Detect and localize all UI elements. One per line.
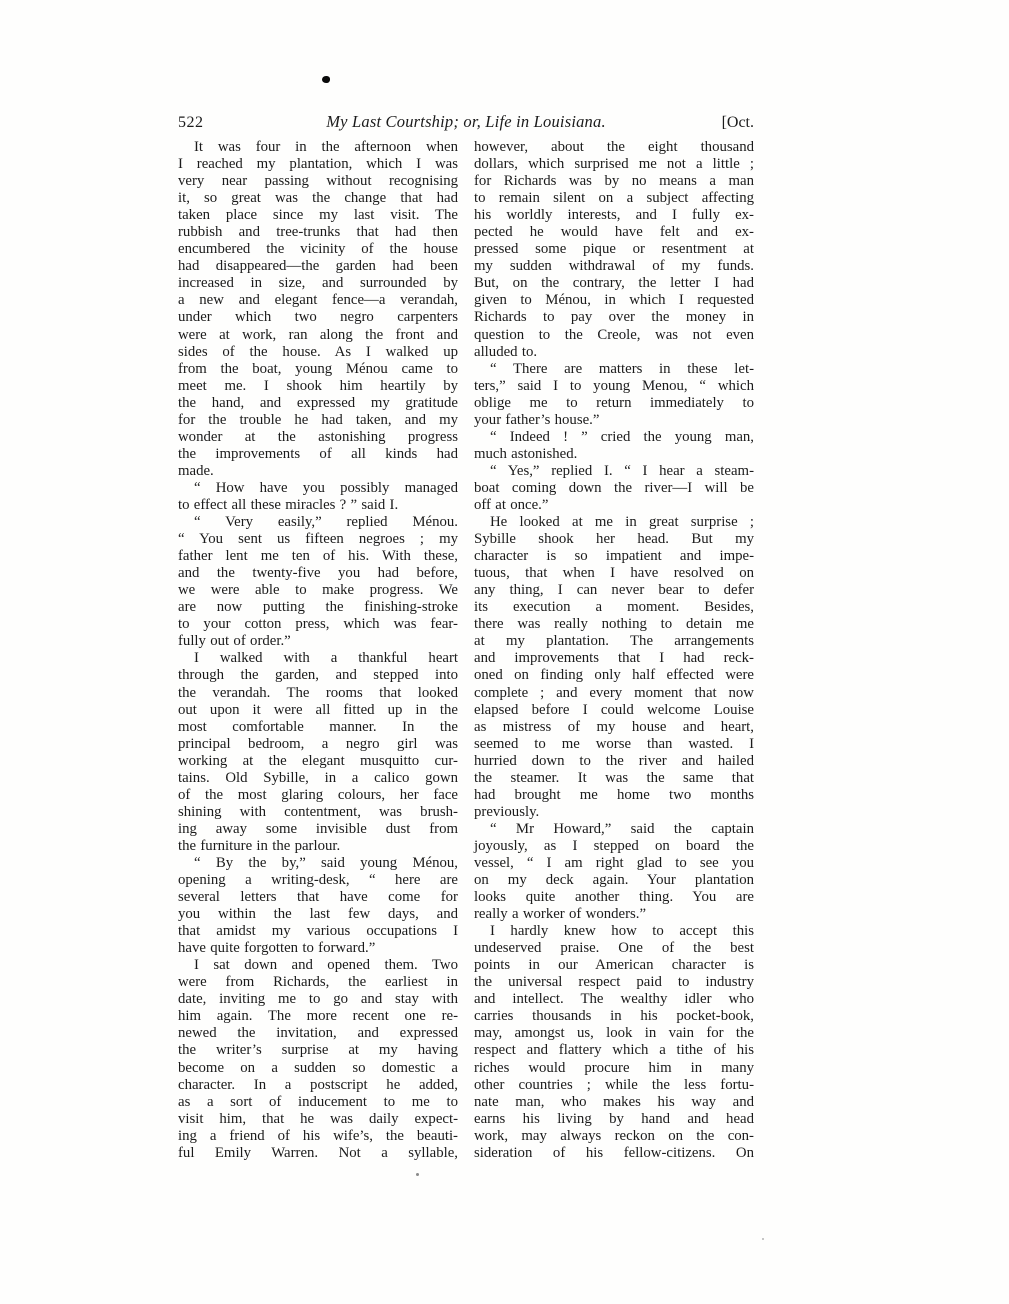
text-line: however, about the eight thousand [474, 139, 754, 155]
text-line: I hardly knew how to accept this [490, 923, 754, 940]
text-line: the hand, and expressed my gratitude [178, 394, 458, 411]
text-line: oned on finding only half effected were [474, 667, 754, 684]
text-line: it, so great was the change that had [178, 190, 458, 207]
text-line: him again. The more recent one re- [178, 1008, 458, 1025]
text-line: “ There are matters in these let- [490, 360, 754, 377]
text-line: boat coming down the river—I will be [474, 479, 754, 496]
text-line: the improvements of all kinds had [178, 445, 458, 462]
scan-speck [762, 1238, 764, 1240]
text-columns [178, 139, 754, 1162]
text-line: much astonished. [474, 445, 578, 462]
text-line: and intellect. The wealthy idler who [474, 991, 754, 1008]
paragraph [474, 429, 754, 463]
text-line: made. [178, 462, 214, 479]
text-line: sideration of his fellow-citizens. On [474, 1144, 754, 1161]
text-line: vessel, “ I am right glad to see you [474, 854, 754, 871]
ink-mark [322, 76, 330, 83]
text-line: its execution a moment. Besides, [474, 599, 754, 616]
text-line: date, inviting me to go and stay with [178, 991, 458, 1008]
text-line: previously. [474, 803, 540, 820]
text-line: shining with contentment, was brush- [178, 803, 458, 820]
text-line: on my deck again. Your plantation [474, 872, 754, 889]
text-line: are now putting the finishing-stroke [178, 599, 458, 616]
paragraph [178, 650, 458, 855]
text-line: off at once.” [474, 496, 549, 513]
text-line: elapsed before I could welcome Louise [474, 701, 754, 718]
text-line: carries thousands in his pocket-book, [474, 1008, 754, 1025]
text-line: tains. Old Sybille, in a calico gown [178, 769, 458, 786]
text-line: your father’s house.” [474, 411, 600, 428]
text-line: any thing, I can never bear to defer [474, 582, 754, 599]
text-line: looks quite another thing. You are [474, 889, 754, 906]
text-line: and improvements that I had reck- [474, 650, 754, 667]
paragraph [178, 139, 458, 480]
text-line: respect and flattery which a tithe of his [474, 1042, 754, 1059]
text-line: question to the Creole, was not even [474, 326, 754, 343]
text-line: “ Very easily,” replied Ménou. [194, 514, 458, 531]
text-line: fully out of order.” [178, 633, 291, 650]
text-line: rubbish and tree-trunks that had then [178, 224, 458, 241]
text-line: taken place since my last visit. The [178, 207, 458, 224]
text-line: ful Emily Warren. Not a syllable, [178, 1144, 458, 1161]
text-line: But, on the contrary, the letter I had [474, 275, 754, 292]
text-line: “ By the by,” said young Ménou, [194, 854, 458, 871]
text-line: the universal respect paid to industry [474, 974, 754, 991]
text-line: complete ; and every moment that now [474, 684, 754, 701]
text-line: character. In a postscript he added, [178, 1076, 458, 1093]
text-line: for Richards was by no means a man [474, 173, 754, 190]
text-line: “ Mr Howard,” said the captain [490, 820, 754, 837]
text-line: joyously, as I stepped on board the [474, 837, 754, 854]
text-line: the verandah. The rooms that looked [178, 684, 458, 701]
text-line: ing a friend of his wife’s, the beauti- [178, 1127, 458, 1144]
text-line: a new and elegant fence—a verandah, [178, 292, 458, 309]
text-line: pressed some pique or resentment at [474, 241, 754, 258]
text-line: other countries ; while the less fortu- [474, 1076, 754, 1093]
text-line: undeserved praise. One of the best [474, 940, 754, 957]
text-line: I sat down and opened them. Two [194, 957, 458, 974]
scan-speck [416, 1173, 419, 1176]
text-line: character is so impatient and impe- [474, 548, 754, 565]
text-line: to remain silent on a subject affecting [474, 190, 754, 207]
left-column [178, 139, 458, 1162]
text-line: encumbered the vicinity of the house [178, 241, 458, 258]
paragraph [474, 923, 754, 1162]
text-line: under which two negro carpenters [178, 309, 458, 326]
paragraph [474, 514, 754, 821]
text-line: the writer’s surprise at my having [178, 1042, 458, 1059]
paragraph [474, 821, 754, 923]
text-line: hurried down to the river and hailed [474, 752, 754, 769]
text-line: were at work, ran along the front and [178, 326, 458, 343]
text-line: He looked at me in great surprise ; [490, 514, 754, 531]
text-line: father lent me ten of his. With these, [178, 548, 458, 565]
paragraph [474, 139, 754, 361]
text-line: may, amongst us, look in vain for the [474, 1025, 754, 1042]
text-line: the furniture in the parlour. [178, 837, 341, 854]
text-line: oblige me to return immediately to [474, 394, 754, 411]
text-line: “ Indeed ! ” cried the young man, [490, 428, 754, 445]
text-line: through the garden, and stepped into [178, 667, 458, 684]
text-line: “ Yes,” replied I. “ I hear a steam- [490, 462, 754, 479]
text-line: had brought me home two months [474, 786, 754, 803]
text-line: visit him, that he was daily expect- [178, 1110, 458, 1127]
text-line: we were able to make progress. We [178, 582, 458, 599]
text-line: earns his living by hand and head [474, 1110, 754, 1127]
text-line: to effect all these miracles ? ” said I. [178, 496, 399, 513]
text-line: were from Richards, the earliest in [178, 974, 458, 991]
text-line: “ You sent us fifteen negroes ; my [178, 531, 458, 548]
running-title: My Last Courtship; or, Life in Louisiana. [326, 112, 606, 131]
text-line: points in our American character is [474, 957, 754, 974]
text-line: at my plantation. The arrangements [474, 633, 754, 650]
text-line: wonder at the astonishing progress [178, 428, 458, 445]
text-line: had disappeared—the garden had been [178, 258, 458, 275]
text-line: given to Ménou, in which I requested [474, 292, 754, 309]
text-line: as a sort of inducement to me to [178, 1093, 458, 1110]
paragraph [178, 855, 458, 957]
paragraph [474, 463, 754, 514]
text-line: dollars, which surprised me not a little ; [474, 156, 754, 173]
page-header [178, 112, 754, 132]
text-line: there was really nothing to detain me [474, 616, 754, 633]
text-line: several letters that have come for [178, 889, 458, 906]
text-line: from the boat, young Ménou came to [178, 360, 458, 377]
text-line: very near passing without recognising [178, 173, 458, 190]
text-line: my sudden withdrawal of my funds. [474, 258, 754, 275]
text-line: pected he would have felt and ex- [474, 224, 754, 241]
text-line: to your cotton press, which was fear- [178, 616, 458, 633]
text-line: seemed to me worse than wasted. I [474, 735, 754, 752]
text-line: that amidst my various occupations I [178, 923, 458, 940]
text-line: and the twenty-five you had before, [178, 565, 458, 582]
text-line: his worldly interests, and I fully ex- [474, 207, 754, 224]
paragraph [474, 361, 754, 429]
text-line: I reached my plantation, which I was [178, 156, 458, 173]
text-line: ters,” said I to young Menou, “ which [474, 377, 754, 394]
text-line: work, may always reckon on the con- [474, 1127, 754, 1144]
text-line: sides of the house. As I walked up [178, 343, 458, 360]
text-line: you within the last few days, and [178, 906, 458, 923]
paragraph [178, 514, 458, 650]
text-line: really a worker of wonders.” [474, 906, 647, 923]
text-line: I walked with a thankful heart [194, 650, 458, 667]
text-line: tuous, that when I have resolved on [474, 565, 754, 582]
text-line: become on a sudden so domestic a [178, 1059, 458, 1076]
text-line: newed the invitation, and expressed [178, 1025, 458, 1042]
text-line: Sybille shook her head. But my [474, 531, 754, 548]
right-column [474, 139, 754, 1162]
text-line: alluded to. [474, 343, 538, 360]
text-line: ing away some invisible dust from [178, 820, 458, 837]
text-line: It was four in the afternoon when [194, 139, 458, 155]
page-number: 522 [178, 114, 204, 131]
text-line: of the most glaring colours, her face [178, 786, 458, 803]
text-line: “ How have you possibly managed [194, 479, 458, 496]
text-line: increased in size, and surrounded by [178, 275, 458, 292]
text-line: riches would procure him in many [474, 1059, 754, 1076]
paragraph [178, 480, 458, 514]
text-line: for the trouble he had taken, and my [178, 411, 458, 428]
text-line: principal bedroom, a negro girl was [178, 735, 458, 752]
paragraph [178, 957, 458, 1162]
text-line: most comfortable manner. In the [178, 718, 458, 735]
text-line: out upon it were all fitted up in the [178, 701, 458, 718]
text-line: nate man, who makes his way and [474, 1093, 754, 1110]
text-line: Richards to pay over the money in [474, 309, 754, 326]
text-line: opening a writing-desk, “ here are [178, 872, 458, 889]
text-line: the steamer. It was the same that [474, 769, 754, 786]
text-line: meet me. I shook him heartily by [178, 377, 458, 394]
issue-date: [Oct. [721, 114, 754, 131]
text-line: working at the elegant musquitto cur- [178, 752, 458, 769]
text-line: have quite forgotten to forward.” [178, 940, 376, 957]
text-line: as mistress of my house and heart, [474, 718, 754, 735]
